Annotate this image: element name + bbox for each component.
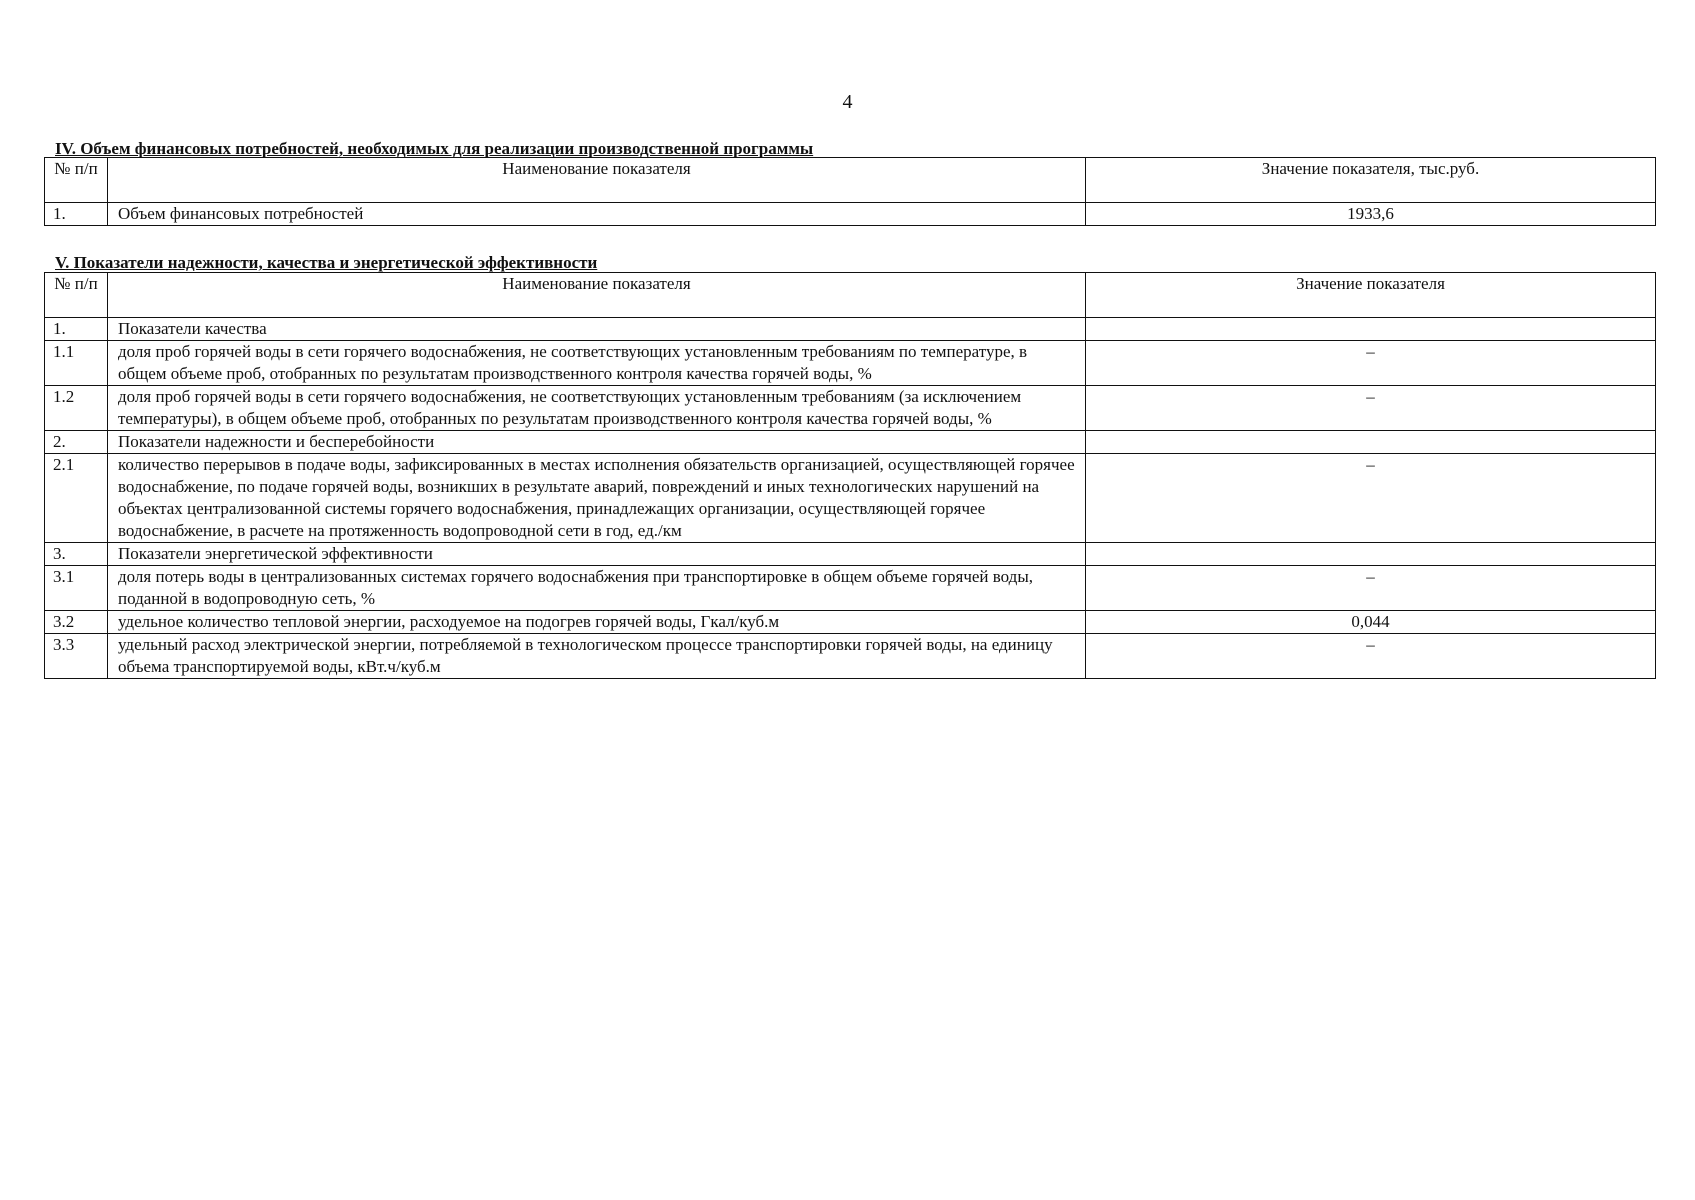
row-num: 1.1 [45,341,108,386]
row-num: 3. [45,543,108,566]
table-row [45,341,1656,386]
table-row [45,386,1656,431]
table-row [45,431,1656,454]
row-num: 3.2 [45,611,108,634]
row-num: 2.1 [45,454,108,543]
row-num: 1.2 [45,386,108,431]
row-name: количество перерывов в подаче воды, зафиксированных в местах исполнения обязательств организацией, осуществляющей горячее водоснабжение, по подаче горячей воды, возникших в результате аварий, повреждений и иных технологических нарушений на объектах централизованной системы горячего водоснабжения, принадлежащих организации, осуществляющей горячее водоснабжение, в расчете на протяженность водопроводной сети в год, ед./км [108,454,1086,543]
row-name: Объем финансовых потребностей [108,203,1086,226]
row-num: 1. [45,318,108,341]
row-name: удельный расход электрической энергии, потребляемой в технологическом процессе транспортировки горячей воды, на единицу объема транспортируемой воды, кВт.ч/куб.м [108,634,1086,679]
table-row [45,634,1656,679]
header-value: Значение показателя, тыс.руб. [1086,158,1656,203]
row-name: Показатели надежности и бесперебойности [108,431,1086,454]
row-value [1086,431,1656,454]
row-value: – [1086,454,1656,543]
table-header-row [45,158,1656,203]
reliability-quality-table [44,272,1656,679]
row-num: 3.3 [45,634,108,679]
row-name: доля проб горячей воды в сети горячего водоснабжения, не соответствующих установленным требованиям (за исключением температуры), в общем объеме проб, отобранных по результатам производственного контроля качества горячей воды, % [108,386,1086,431]
row-name: Показатели качества [108,318,1086,341]
header-name: Наименование показателя [108,158,1086,203]
table-row [45,318,1656,341]
section-iv-title: IV. Объем финансовых потребностей, необходимых для реализации производственной программы [55,139,814,158]
row-name: доля проб горячей воды в сети горячего водоснабжения, не соответствующих установленным требованиям по температуре, в общем объеме проб, отобранных по результатам производственного контроля качества горячей воды, % [108,341,1086,386]
row-value: 0,044 [1086,611,1656,634]
table-row [45,203,1656,226]
row-num: 2. [45,431,108,454]
row-num: 3.1 [45,566,108,611]
row-num: 1. [45,203,108,226]
row-name: удельное количество тепловой энергии, расходуемое на подогрев горячей воды, Гкал/куб.м [108,611,1086,634]
header-num: № п/п [45,158,108,203]
table-row [45,543,1656,566]
header-value: Значение показателя [1086,273,1656,318]
header-name: Наименование показателя [108,273,1086,318]
row-value [1086,318,1656,341]
row-value [1086,543,1656,566]
row-value: – [1086,386,1656,431]
table-row [45,611,1656,634]
section-v-title: V. Показатели надежности, качества и энергетической эффективности [55,253,598,272]
row-name: Показатели энергетической эффективности [108,543,1086,566]
table-row [45,566,1656,611]
header-num: № п/п [45,273,108,318]
row-value: 1933,6 [1086,203,1656,226]
row-value: – [1086,634,1656,679]
page-number: 4 [842,91,853,113]
financial-needs-table [44,157,1656,226]
row-name: доля потерь воды в централизованных системах горячего водоснабжения при транспортировке в общем объеме горячей воды, поданной в водопроводную сеть, % [108,566,1086,611]
table-header-row [45,273,1656,318]
row-value: – [1086,341,1656,386]
row-value: – [1086,566,1656,611]
table-row [45,454,1656,543]
